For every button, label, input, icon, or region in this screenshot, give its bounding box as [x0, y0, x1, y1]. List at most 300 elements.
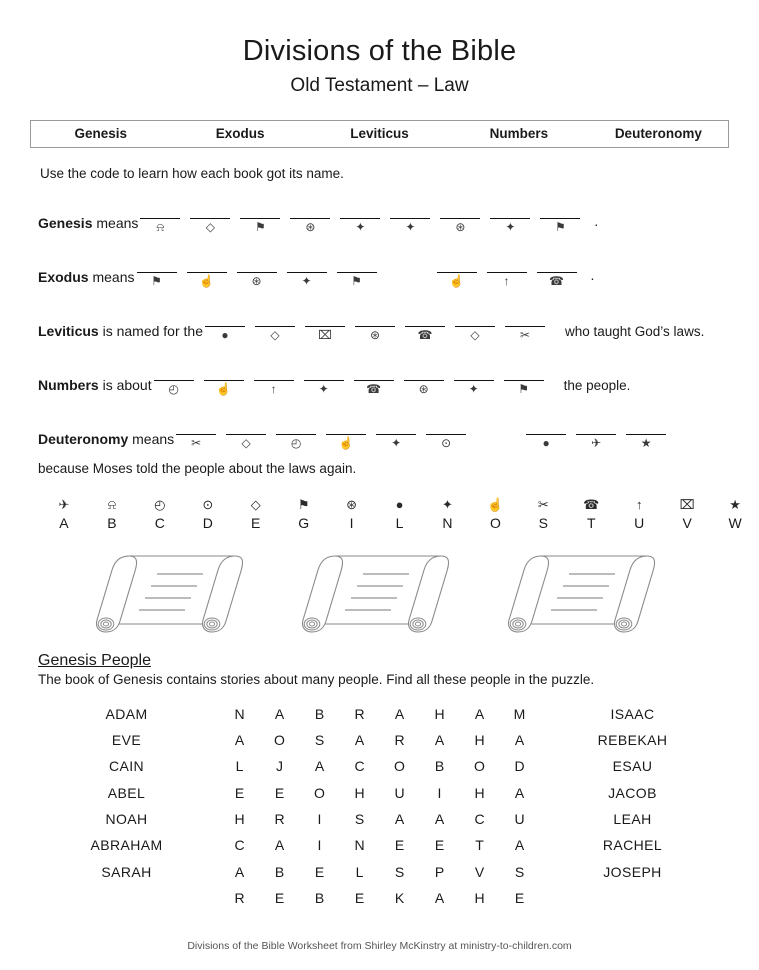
answer-line [540, 218, 580, 219]
code-blank[interactable] [538, 218, 582, 235]
code-symbol-icon: ✦ [468, 381, 479, 396]
puzzle-grid-cell[interactable]: D [514, 758, 525, 775]
legend-letter: C [154, 514, 165, 531]
code-symbol-icon: ⊙ [441, 435, 452, 450]
answer-line [304, 380, 344, 381]
code-symbol-icon: ✦ [505, 219, 516, 234]
code-row-label [38, 323, 203, 343]
word-list-item[interactable]: ADAM [105, 705, 148, 722]
legend-item [280, 496, 328, 532]
legend-letter: U [634, 514, 645, 531]
puzzle-grid-cell[interactable]: A [354, 732, 365, 749]
code-blank[interactable] [488, 218, 532, 235]
answer-line [204, 380, 244, 381]
scroll-illustration [85, 540, 263, 640]
code-row-trailing-text: who taught God’s laws. [564, 323, 705, 339]
code-symbol-icon: ● [221, 327, 229, 342]
code-blank[interactable] [388, 218, 432, 235]
sentence-period: . [590, 266, 595, 283]
answer-line [426, 434, 466, 435]
puzzle-grid-cell[interactable]: L [355, 863, 364, 880]
legend-letter: D [202, 514, 213, 531]
code-symbol-icon: ☝ [338, 435, 354, 450]
legend-letter: S [538, 514, 549, 531]
sentence-period: . [594, 212, 599, 229]
code-blank[interactable] [285, 272, 329, 289]
puzzle-grid-cell[interactable]: E [514, 889, 525, 906]
puzzle-grid-row [220, 806, 540, 832]
word-list-right [558, 701, 708, 885]
code-blank[interactable] [335, 272, 379, 289]
answer-line [376, 434, 416, 435]
code-blank[interactable] [174, 434, 218, 451]
puzzle-grid-cell[interactable]: S [514, 863, 525, 880]
answer-line [437, 272, 477, 273]
word-list-item[interactable]: NOAH [105, 811, 148, 828]
code-symbol-icon: ✦ [355, 219, 366, 234]
code-blank[interactable] [203, 326, 247, 343]
answer-line [254, 380, 294, 381]
diamond-icon: ◇ [250, 496, 261, 512]
legend-letter: T [587, 514, 596, 531]
legend-letter: W [728, 514, 742, 531]
code-symbol-icon: ↑ [270, 381, 277, 396]
puzzle-grid-cell[interactable]: R [394, 732, 405, 749]
code-row-label-rest: means [88, 268, 135, 285]
book-name-cell: Deuteronomy [614, 126, 702, 142]
puzzle-grid-cell[interactable]: N [354, 837, 365, 854]
code-blank[interactable] [353, 326, 397, 343]
puzzle-grid-cell[interactable]: C [234, 837, 245, 854]
puzzle-grid-cell[interactable]: A [394, 811, 405, 828]
puzzle-grid-cell[interactable]: R [354, 705, 365, 722]
scissors-icon: ✂ [537, 496, 549, 512]
circled-dot-icon: ⊙ [202, 496, 214, 512]
puzzle-grid-cell[interactable]: I [437, 784, 442, 801]
word-list-item[interactable]: JOSEPH [603, 863, 662, 880]
code-row-label [38, 269, 135, 289]
code-symbol-icon: ● [542, 435, 550, 450]
puzzle-grid-cell[interactable]: R [274, 811, 285, 828]
code-blank[interactable] [152, 380, 196, 397]
code-symbol-icon: ☝ [449, 273, 464, 288]
answer-line [137, 272, 177, 273]
code-symbol-icon: ✂ [191, 435, 202, 450]
code-blank[interactable] [524, 434, 568, 451]
puzzle-grid-cell[interactable]: T [475, 837, 484, 854]
puzzle-grid-cell[interactable]: A [434, 732, 445, 749]
legend-item [376, 496, 424, 532]
code-blank[interactable] [324, 434, 368, 451]
code-symbol-icon: ⊛ [251, 273, 262, 288]
code-row-book-name: Leviticus [38, 322, 99, 339]
word-list-item[interactable]: CAIN [108, 758, 145, 775]
legend-item [184, 496, 232, 532]
code-blank[interactable] [303, 326, 347, 343]
flag-icon: ⚑ [297, 496, 310, 512]
puzzle-grid-cell[interactable]: S [314, 732, 325, 749]
puzzle-grid-cell[interactable]: A [434, 889, 445, 906]
puzzle-grid-row [220, 859, 540, 885]
puzzle-grid-cell[interactable]: E [274, 784, 285, 801]
code-blank[interactable] [338, 218, 382, 235]
puzzle-grid-cell[interactable]: L [235, 758, 244, 775]
code-symbol-icon: ⌧ [318, 327, 332, 342]
code-blanks [138, 218, 588, 235]
legend-item [519, 496, 567, 532]
legend-letter: I [349, 514, 354, 531]
boxed-x-icon: ⌧ [679, 496, 695, 512]
answer-line [576, 434, 616, 435]
code-symbol-icon: ⚑ [351, 273, 362, 288]
code-symbol-icon: ◇ [205, 219, 216, 234]
word-search-puzzle [0, 701, 759, 911]
book-names-table [30, 120, 729, 148]
code-symbol-icon: ⍾ [156, 219, 165, 234]
legend-letter: B [107, 514, 117, 531]
puzzle-grid-cell[interactable]: A [234, 863, 245, 880]
legend-letter: O [489, 514, 501, 531]
answer-line [626, 434, 666, 435]
code-row [0, 303, 759, 343]
code-blank[interactable] [374, 434, 418, 451]
book-name-cell: Exodus [215, 126, 265, 142]
answer-line [154, 380, 194, 381]
code-rows-container [0, 195, 759, 451]
star-icon: ★ [729, 496, 741, 512]
code-blank[interactable] [224, 434, 268, 451]
code-blank[interactable] [502, 380, 546, 397]
puzzle-grid-cell[interactable]: V [474, 863, 485, 880]
scroll-illustration [497, 540, 675, 640]
legend-item [136, 496, 184, 532]
genesis-people-subtext: The book of Genesis contains stories about many people. Find all these people in the puzzle. [38, 671, 595, 687]
code-row-trailing-text: the people. [563, 377, 631, 393]
code-blank[interactable] [252, 380, 296, 397]
legend-letter: L [395, 514, 404, 531]
legend-item [328, 496, 376, 532]
puzzle-grid-cell[interactable]: H [434, 705, 445, 722]
puzzle-grid-cell[interactable]: H [474, 889, 485, 906]
puzzle-grid [220, 701, 540, 911]
code-symbol-icon: ⊛ [455, 219, 466, 234]
code-blank[interactable] [202, 380, 246, 397]
puzzle-grid-cell[interactable]: E [354, 889, 365, 906]
code-blank[interactable] [402, 380, 446, 397]
puzzle-grid-row [220, 780, 540, 806]
legend-letter: G [298, 514, 310, 531]
puzzle-grid-cell[interactable]: P [434, 863, 445, 880]
code-blanks [203, 326, 553, 343]
puzzle-grid-cell[interactable]: R [234, 889, 245, 906]
answer-line [290, 218, 330, 219]
code-blank[interactable] [185, 272, 229, 289]
legend-item [711, 496, 759, 532]
puzzle-grid-cell[interactable]: H [234, 811, 245, 828]
answer-line [537, 272, 577, 273]
legend-item [615, 496, 663, 532]
puzzle-grid-cell[interactable]: O [474, 758, 485, 775]
code-symbol-icon: ⊛ [305, 219, 316, 234]
code-blank[interactable] [453, 326, 497, 343]
code-symbol-icon: ☎ [417, 327, 433, 342]
puzzle-grid-row [220, 832, 540, 858]
answer-line [504, 380, 544, 381]
answer-line [487, 272, 527, 273]
code-row-book-name: Numbers [38, 376, 99, 393]
puzzle-grid-cell[interactable]: A [514, 837, 525, 854]
code-row-label-rest: is about [98, 376, 152, 393]
puzzle-grid-cell[interactable]: B [274, 863, 285, 880]
code-blank[interactable] [135, 272, 179, 289]
code-symbol-icon: ✦ [405, 219, 416, 234]
clock-icon: ◴ [154, 496, 166, 512]
answer-line [205, 326, 245, 327]
puzzle-grid-cell[interactable]: H [474, 784, 485, 801]
code-row-book-name: Genesis [38, 214, 93, 231]
puzzle-grid-cell[interactable]: A [314, 758, 325, 775]
code-symbol-icon: ✦ [318, 381, 329, 396]
puzzle-grid-cell[interactable]: I [317, 811, 322, 828]
puzzle-grid-cell[interactable]: C [474, 811, 485, 828]
word-list-item[interactable]: ESAU [612, 758, 653, 775]
puzzle-grid-cell[interactable]: H [354, 784, 365, 801]
legend-letter: V [682, 514, 692, 531]
puzzle-grid-cell[interactable]: H [474, 732, 485, 749]
answer-line [337, 272, 377, 273]
code-blank[interactable] [288, 218, 332, 235]
code-symbol-icon: ⊛ [418, 381, 429, 396]
answer-line [240, 218, 280, 219]
code-blank[interactable] [624, 434, 668, 451]
code-blank[interactable] [574, 434, 618, 451]
puzzle-grid-cell[interactable]: N [234, 705, 245, 722]
code-symbol-icon: ◇ [241, 435, 251, 450]
code-row-label [38, 215, 138, 235]
puzzle-grid-row [220, 727, 540, 753]
puzzle-grid-cell[interactable]: I [317, 837, 322, 854]
puzzle-grid-cell[interactable]: E [434, 837, 445, 854]
code-blank[interactable] [188, 218, 232, 235]
answer-line [237, 272, 277, 273]
hand-icon: ☝ [487, 496, 504, 512]
puzzle-grid-cell[interactable]: E [394, 837, 405, 854]
code-row [0, 195, 759, 235]
code-symbol-icon: ☎ [366, 381, 382, 396]
puzzle-grid-cell[interactable]: O [314, 784, 325, 801]
puzzle-grid-cell[interactable]: O [274, 732, 285, 749]
genesis-people-heading: Genesis People [38, 651, 151, 669]
word-list-item[interactable]: RACHEL [602, 837, 663, 854]
code-blanks [152, 380, 552, 397]
code-symbol-icon: ⚑ [555, 219, 566, 234]
word-list-item[interactable]: REBEKAH [597, 732, 668, 749]
legend-item [40, 496, 88, 532]
code-blank[interactable] [535, 272, 579, 289]
answer-line [354, 380, 394, 381]
answer-line [326, 434, 366, 435]
code-symbol-icon: ☝ [216, 381, 232, 396]
answer-line [287, 272, 327, 273]
puzzle-grid-cell[interactable]: A [474, 705, 485, 722]
code-symbol-icon: ⚑ [255, 219, 266, 234]
word-list-item[interactable]: ISAAC [610, 705, 655, 722]
page-title: Divisions of the Bible [242, 35, 517, 67]
code-blank[interactable] [138, 218, 182, 235]
code-symbol-icon: ↑ [503, 273, 510, 288]
code-blanks [135, 272, 585, 289]
puzzle-grid-cell[interactable]: A [394, 705, 405, 722]
answer-line [526, 434, 566, 435]
puzzle-grid-cell[interactable]: A [514, 784, 525, 801]
legend-letter: N [442, 514, 453, 531]
code-row [0, 249, 759, 289]
legend-item [88, 496, 136, 532]
code-blank-gap [385, 273, 429, 289]
puzzle-grid-cell[interactable]: S [354, 811, 365, 828]
puzzle-grid-cell[interactable]: M [513, 705, 526, 722]
answer-line [276, 434, 316, 435]
code-symbol-icon: ◴ [168, 381, 179, 396]
filled-circle-icon: ● [395, 496, 404, 512]
code-blank[interactable] [238, 218, 282, 235]
answer-line [404, 380, 444, 381]
legend-letter: A [59, 514, 69, 531]
puzzle-grid-cell[interactable]: U [394, 784, 405, 801]
code-symbol-icon: ✈ [591, 435, 602, 450]
code-row [0, 411, 759, 451]
answer-line [255, 326, 295, 327]
puzzle-grid-cell[interactable]: E [274, 889, 285, 906]
scroll-illustration [291, 540, 469, 640]
puzzle-grid-cell[interactable]: E [314, 863, 325, 880]
answer-line [140, 218, 180, 219]
puzzle-grid-cell[interactable]: U [514, 811, 525, 828]
code-symbol-icon: ★ [640, 435, 652, 450]
code-row-label-rest: is named for the [98, 322, 203, 339]
code-row-label [38, 431, 174, 451]
code-symbol-icon: ⚑ [518, 381, 529, 396]
telephone-icon: ☎ [583, 496, 600, 512]
word-list-item[interactable]: ABEL [107, 784, 146, 801]
circled-asterisk-icon: ⊛ [346, 496, 358, 512]
puzzle-grid-cell[interactable]: E [234, 784, 245, 801]
puzzle-grid-cell[interactable]: S [394, 863, 405, 880]
code-symbol-icon: ◇ [270, 327, 280, 342]
puzzle-grid-cell[interactable]: A [434, 811, 445, 828]
word-list-left [52, 701, 202, 885]
code-row-label [38, 377, 152, 397]
word-list-item[interactable]: LEAH [613, 811, 652, 828]
code-blanks [174, 434, 674, 451]
answer-line [490, 218, 530, 219]
puzzle-grid-cell[interactable]: B [314, 705, 325, 722]
code-row-book-name: Deuteronomy [38, 430, 129, 447]
puzzle-grid-cell[interactable]: C [354, 758, 365, 775]
puzzle-grid-cell[interactable]: K [394, 889, 405, 906]
code-blank[interactable] [274, 434, 318, 451]
answer-line [405, 326, 445, 327]
code-symbol-icon: ✦ [301, 273, 312, 288]
word-list-item[interactable]: EVE [111, 732, 142, 749]
code-symbol-icon: ⊛ [369, 327, 381, 342]
code-blank[interactable] [435, 272, 479, 289]
code-blank[interactable] [438, 218, 482, 235]
code-symbol-icon: ◇ [470, 327, 480, 342]
code-row-label-rest: means [92, 214, 139, 231]
legend-item [232, 496, 280, 532]
legend-item [567, 496, 615, 532]
code-blank[interactable] [302, 380, 346, 397]
answer-line [505, 326, 545, 327]
book-name-cell: Genesis [74, 126, 127, 142]
puzzle-grid-row [220, 701, 540, 727]
because-line: because Moses told the people about the laws again. [38, 460, 357, 476]
puzzle-grid-row [220, 753, 540, 779]
code-blank[interactable] [403, 326, 447, 343]
puzzle-grid-cell[interactable]: B [434, 758, 445, 775]
puzzle-grid-cell[interactable]: A [514, 732, 525, 749]
answer-line [226, 434, 266, 435]
code-blank[interactable] [424, 434, 468, 451]
answer-line [305, 326, 345, 327]
code-row-label-rest: means [128, 430, 175, 447]
airplane-icon: ✈ [58, 496, 70, 512]
puzzle-grid-cell[interactable]: A [274, 837, 285, 854]
puzzle-grid-cell[interactable]: A [234, 732, 245, 749]
answer-line [454, 380, 494, 381]
puzzle-grid-row [220, 885, 540, 911]
code-blank[interactable] [485, 272, 529, 289]
code-row-book-name: Exodus [38, 268, 89, 285]
footer-credit: Divisions of the Bible Worksheet from Shirley McKinstry at ministry-to-children.com [187, 940, 572, 952]
bell-icon: ⍾ [107, 496, 117, 512]
instruction-text: Use the code to learn how each book got its name. [40, 165, 344, 181]
legend-item [663, 496, 711, 532]
word-list-item[interactable]: ABRAHAM [90, 837, 163, 854]
word-list-item[interactable]: SARAH [101, 863, 152, 880]
code-blank[interactable] [352, 380, 396, 397]
code-symbol-icon: ⚑ [151, 273, 162, 288]
code-symbol-icon: ☝ [199, 273, 214, 288]
answer-line [455, 326, 495, 327]
puzzle-grid-cell[interactable]: B [314, 889, 325, 906]
word-list-item[interactable]: JACOB [608, 784, 657, 801]
code-symbol-icon: ☎ [549, 273, 564, 288]
answer-line [340, 218, 380, 219]
answer-line [390, 218, 430, 219]
four-point-star-icon: ✦ [442, 496, 453, 512]
code-symbol-icon: ✦ [391, 435, 402, 450]
code-blank[interactable] [452, 380, 496, 397]
code-blank[interactable] [253, 326, 297, 343]
legend-letter: E [251, 514, 261, 531]
code-blank-gap [474, 435, 518, 451]
answer-line [355, 326, 395, 327]
up-arrow-icon: ↑ [635, 496, 643, 512]
puzzle-grid-cell[interactable]: A [274, 705, 285, 722]
book-name-cell: Leviticus [350, 126, 409, 142]
code-blank[interactable] [503, 326, 547, 343]
puzzle-grid-cell[interactable]: J [276, 758, 283, 775]
code-blank[interactable] [235, 272, 279, 289]
code-row [0, 357, 759, 397]
puzzle-grid-cell[interactable]: O [394, 758, 405, 775]
answer-line [440, 218, 480, 219]
code-symbol-icon: ✂ [519, 327, 531, 342]
answer-line [190, 218, 230, 219]
book-name-cell: Numbers [489, 126, 549, 142]
